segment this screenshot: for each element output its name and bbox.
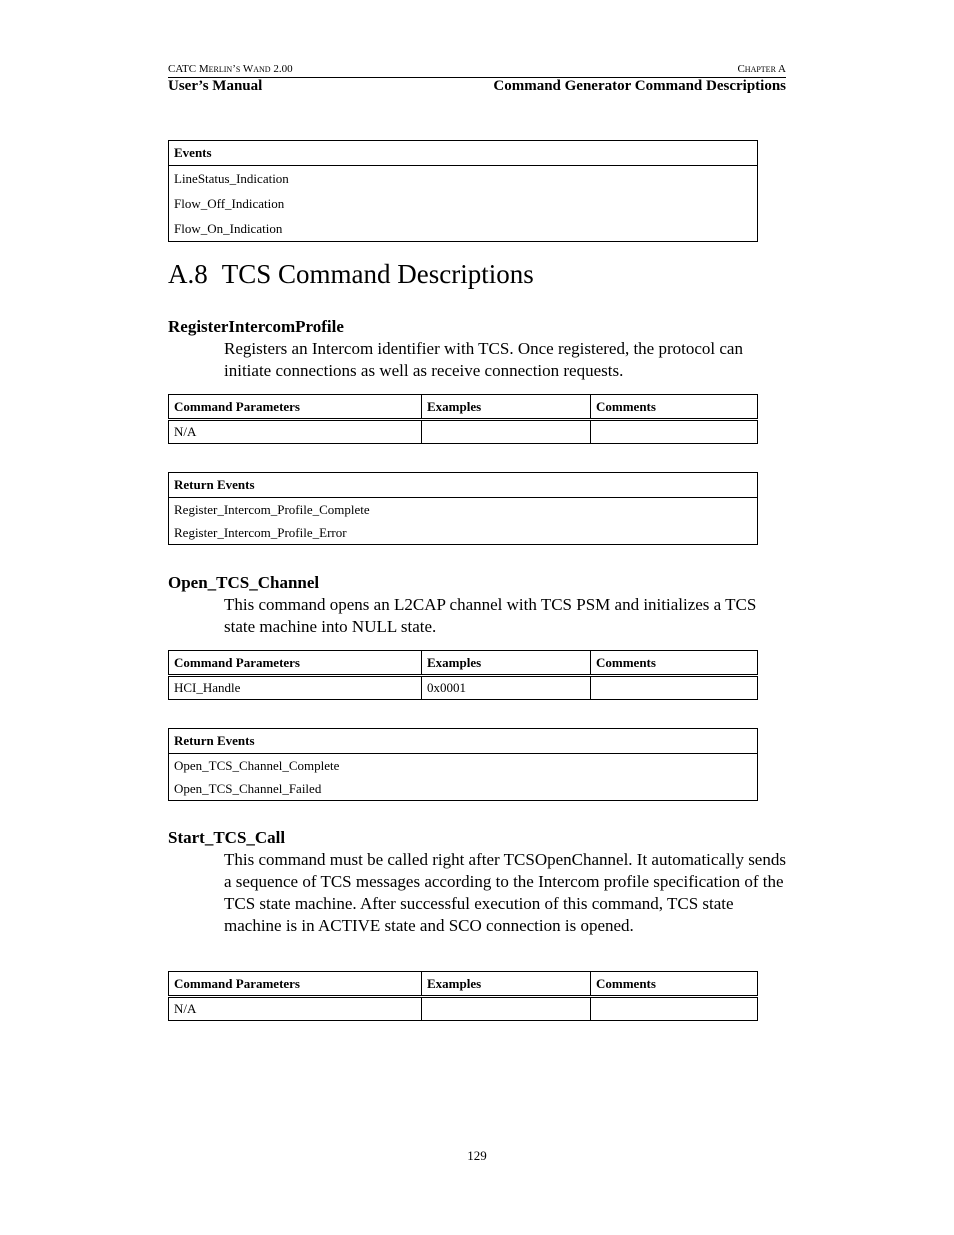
- table-row: [169, 420, 758, 444]
- running-header: [168, 63, 786, 78]
- comment-cell: [591, 676, 758, 700]
- column-header-params: Command Parameters: [169, 972, 422, 997]
- example-cell: [422, 420, 591, 444]
- return-events-table: [168, 728, 758, 801]
- header-chapter: Chapter A: [737, 63, 786, 75]
- column-header-examples: Examples: [422, 651, 591, 676]
- comment-cell: [591, 997, 758, 1021]
- column-header-comments: Comments: [591, 972, 758, 997]
- column-header-examples: Examples: [422, 972, 591, 997]
- param-cell: N/A: [174, 424, 197, 439]
- return-event: Open_TCS_Channel_Complete: [174, 757, 340, 773]
- page-number: 129: [467, 1148, 487, 1163]
- example-cell: [422, 997, 591, 1021]
- table-row: [169, 216, 758, 242]
- command-description: This command opens an L2CAP channel with TCS PSM and initializes a TCS state machine into NULL state.: [224, 595, 757, 636]
- command-description: Registers an Intercom identifier with TCS. Once registered, the protocol can initiate connections as well as receive connection requests.: [224, 339, 743, 380]
- table-row: [169, 997, 758, 1021]
- command-name: RegisterIntercomProfile: [168, 317, 344, 336]
- return-event: Register_Intercom_Profile_Complete: [174, 501, 370, 517]
- column-header-comments: Comments: [591, 395, 758, 420]
- command-parameters-table: [168, 394, 758, 444]
- table-row: [169, 676, 758, 700]
- table-row: [169, 191, 758, 216]
- command-parameters-table: [168, 971, 758, 1021]
- example-cell: 0x0001: [422, 676, 591, 700]
- param-cell: HCI_Handle: [174, 680, 241, 695]
- table-row: [169, 498, 758, 522]
- header-section-title: Command Generator Command Descriptions: [493, 78, 786, 94]
- column-header-params: Command Parameters: [169, 395, 422, 420]
- column-header-comments: Comments: [591, 651, 758, 676]
- header-manual: User’s Manual: [168, 78, 263, 94]
- return-events-header: Return Events: [169, 473, 758, 498]
- events-table-header: Events: [169, 141, 758, 166]
- return-event: Open_TCS_Channel_Failed: [174, 780, 322, 796]
- param-cell: N/A: [174, 1001, 197, 1016]
- column-header-examples: Examples: [422, 395, 591, 420]
- header-product: CATC Merlin’s Wand 2.00: [168, 63, 293, 75]
- table-row: [169, 521, 758, 545]
- return-events-header: Return Events: [169, 729, 758, 754]
- return-event: Register_Intercom_Profile_Error: [174, 524, 347, 540]
- command-name: Start_TCS_Call: [168, 828, 286, 847]
- table-row: [169, 777, 758, 801]
- return-events-table: [168, 472, 758, 545]
- event-name: Flow_Off_Indication: [174, 195, 285, 211]
- command-name: Open_TCS_Channel: [168, 573, 320, 592]
- section-number: A.8: [168, 259, 208, 289]
- table-row: [169, 754, 758, 778]
- column-header-params: Command Parameters: [169, 651, 422, 676]
- table-row: [169, 166, 758, 192]
- event-name: LineStatus_Indication: [174, 170, 289, 186]
- events-table: [168, 140, 758, 242]
- command-parameters-table: [168, 650, 758, 700]
- command-description: This command must be called right after TCSOpenChannel. It automatically sends a sequence of TCS messages according to the Intercom profile specification of the TCS state machine. After successful execution of this command, TCS state machine is in ACTIVE state and SCO connection is opened.: [224, 850, 786, 935]
- section-title: TCS Command Descriptions: [221, 259, 534, 289]
- event-name: Flow_On_Indication: [174, 220, 283, 236]
- comment-cell: [591, 420, 758, 444]
- section-heading: [168, 259, 534, 290]
